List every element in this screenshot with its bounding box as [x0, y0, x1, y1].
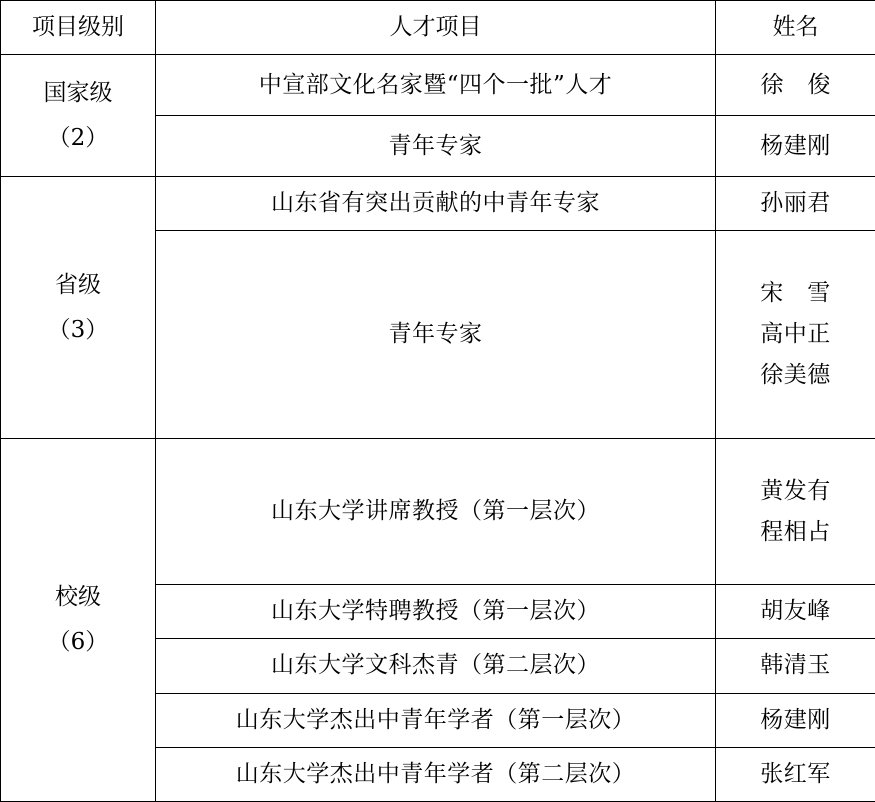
project-cell: 青年专家 — [156, 231, 716, 439]
name-cell — [716, 55, 875, 116]
project-cell: 山东大学特聘教授（第一层次） — [156, 585, 716, 639]
name-entry: 程相占 — [760, 518, 831, 545]
name-entry: 高中正 — [760, 321, 831, 348]
table-row — [1, 439, 875, 585]
level-count: （2） — [47, 124, 109, 151]
project-cell: 山东大学杰出中青年学者（第一层次） — [156, 693, 716, 747]
level-cell-university — [1, 439, 156, 802]
name-cell: 韩清玉 — [716, 639, 875, 693]
name-cell: 胡友峰 — [716, 585, 875, 639]
name-cell — [716, 231, 875, 439]
table-header-row — [1, 1, 875, 55]
name-cell: 杨建刚 — [716, 693, 875, 747]
name-entry: 徐美德 — [760, 362, 831, 389]
name-char: 徐 — [760, 71, 784, 98]
project-cell: 山东大学文科杰青（第二层次） — [156, 639, 716, 693]
name-cell — [716, 439, 875, 585]
level-count: （6） — [47, 629, 109, 656]
name-entry: 宋 雪 — [760, 280, 831, 307]
level-cell-national — [1, 55, 156, 177]
header-name: 姓名 — [716, 1, 875, 55]
project-cell: 山东省有突出贡献的中青年专家 — [156, 177, 716, 231]
level-count: （3） — [47, 316, 109, 343]
name-cell: 孙丽君 — [716, 177, 875, 231]
project-cell: 青年专家 — [156, 116, 716, 177]
project-cell: 山东大学讲席教授（第一层次） — [156, 439, 716, 585]
name-spaced — [761, 72, 831, 98]
project-cell: 中宣部文化名家暨“四个一批”人才 — [156, 55, 716, 116]
header-project: 人才项目 — [156, 1, 716, 55]
level-label: 校级 — [55, 584, 101, 610]
name-cell: 张红军 — [716, 747, 875, 801]
name-cell: 杨建刚 — [716, 116, 875, 177]
header-level: 项目级别 — [1, 1, 156, 55]
name-char: 俊 — [807, 71, 831, 98]
level-label: 国家级 — [43, 79, 113, 106]
table-row — [1, 177, 875, 231]
name-entry: 黄发有 — [760, 477, 831, 504]
level-label: 省级 — [55, 271, 101, 298]
project-cell: 山东大学杰出中青年学者（第二层次） — [156, 747, 716, 801]
level-cell-provincial — [1, 177, 156, 439]
table-row — [1, 55, 875, 116]
